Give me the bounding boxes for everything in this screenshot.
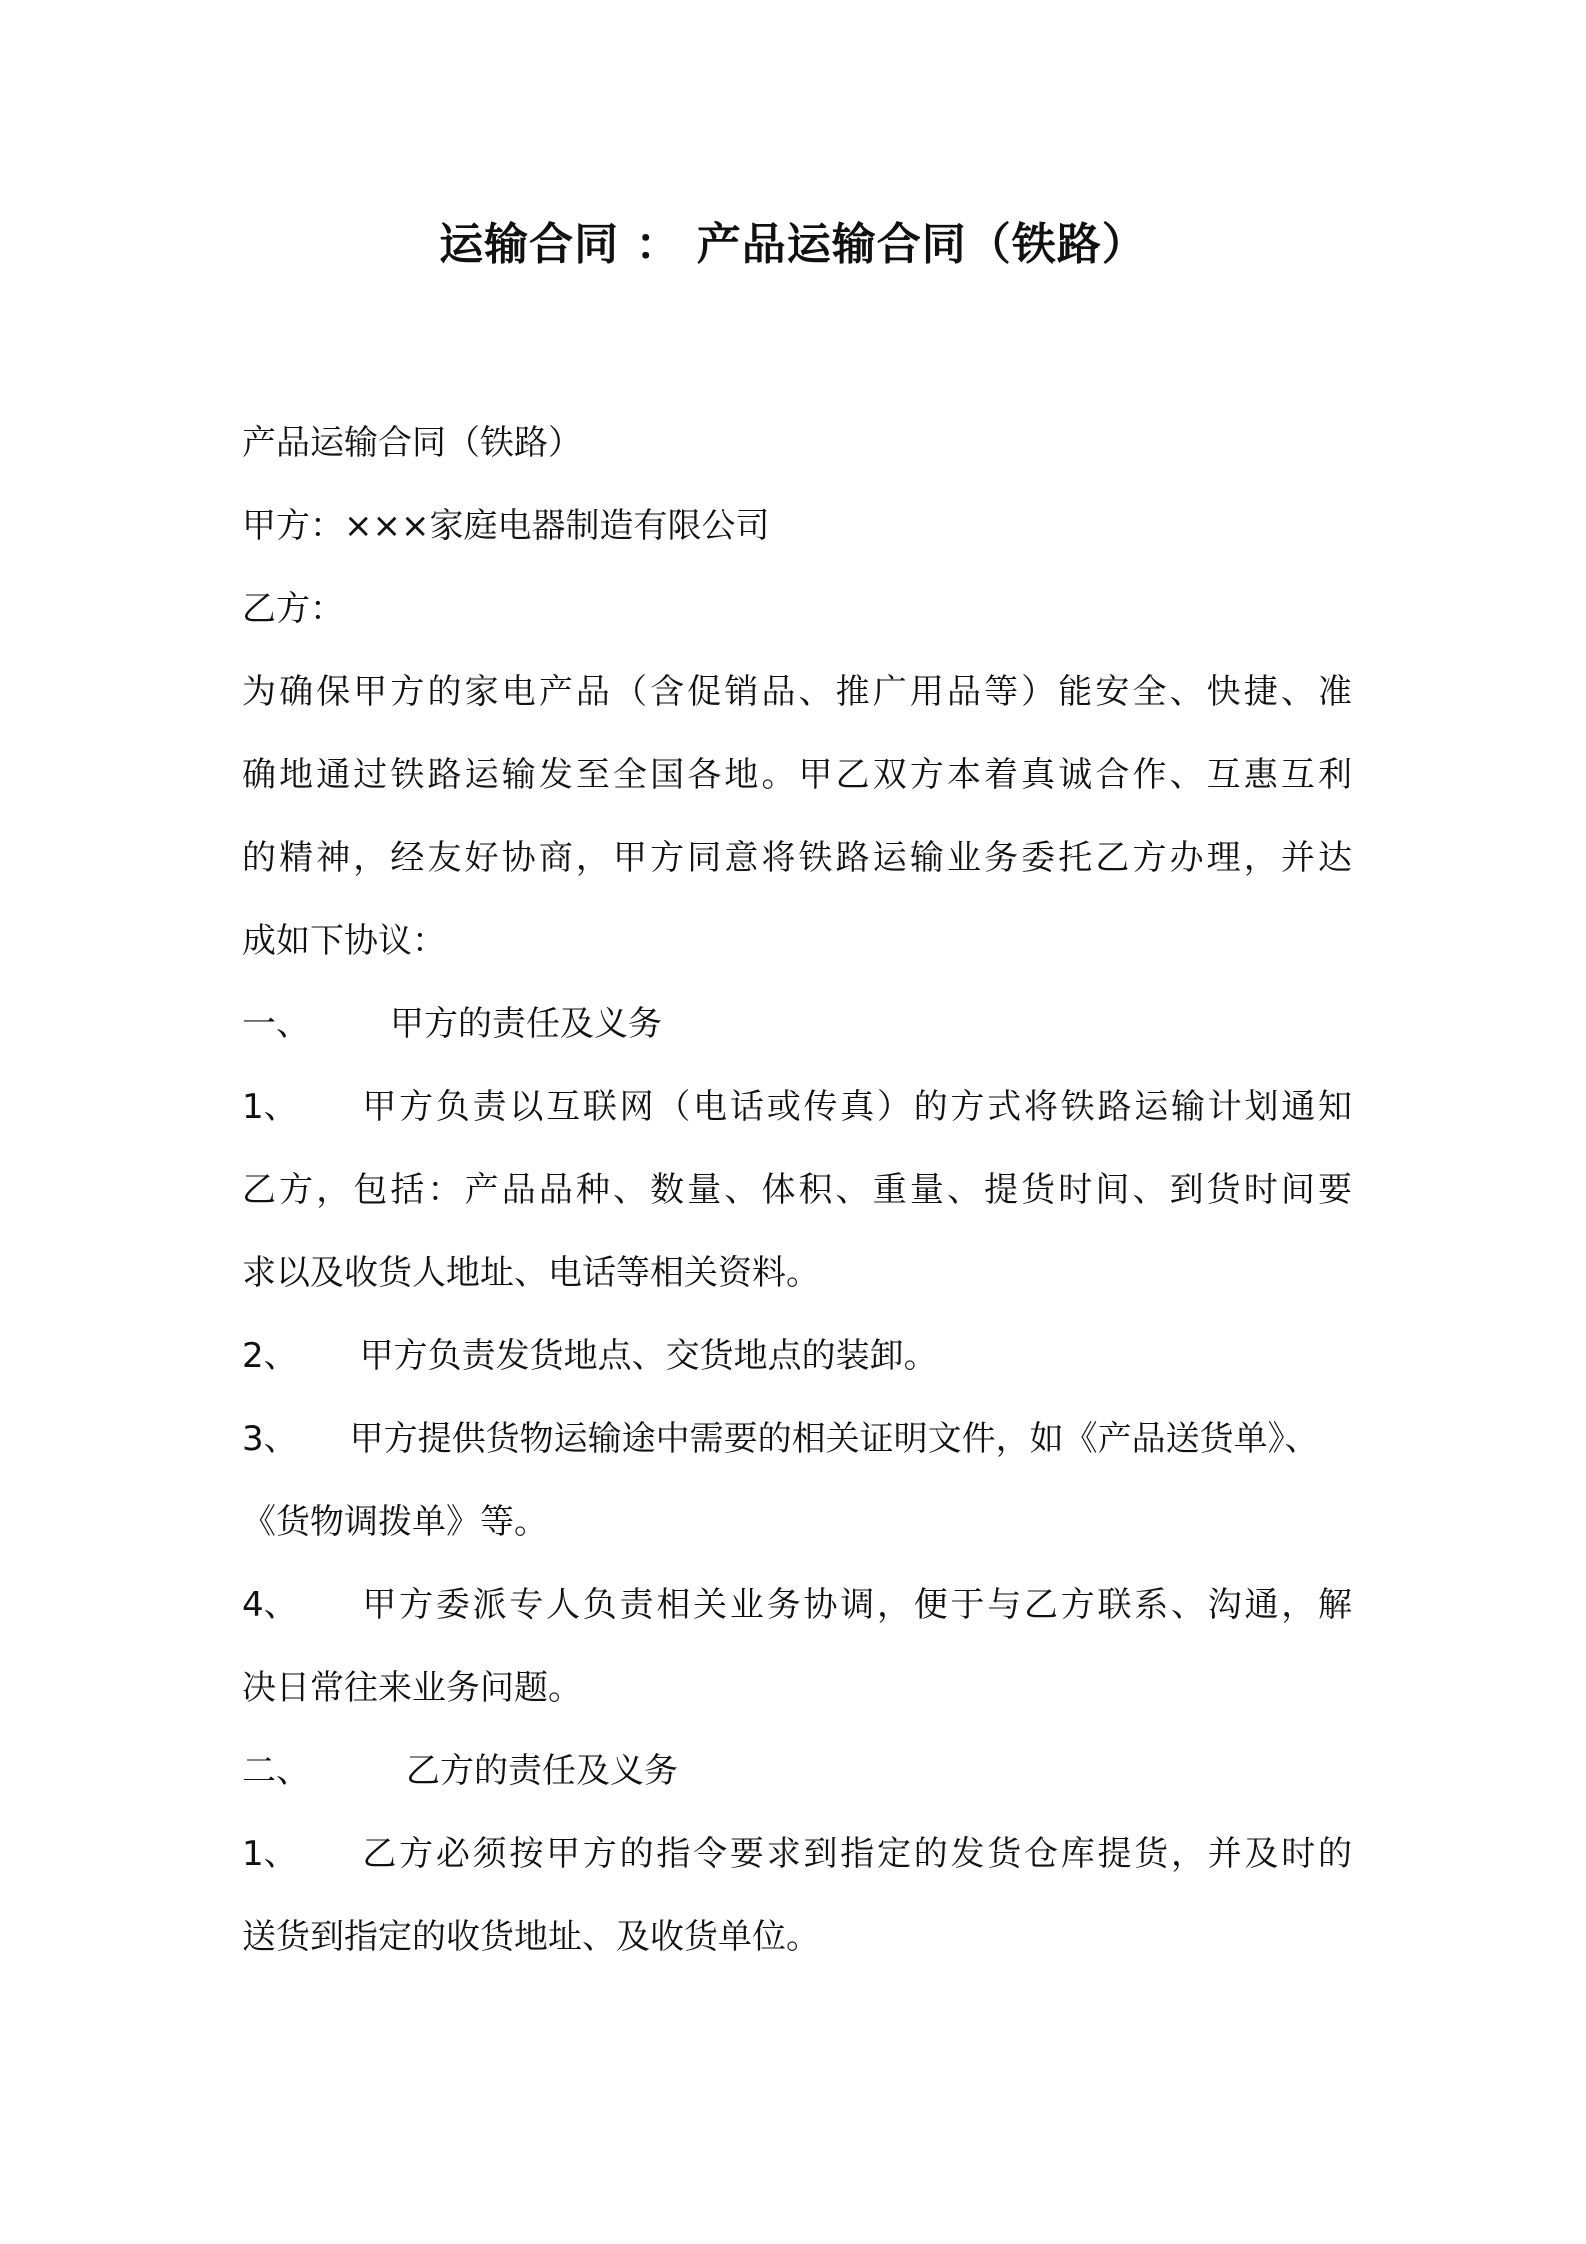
clause-text: 甲方负责以互联网（电话或传真）的方式将铁路运输计划通知 bbox=[359, 1087, 1352, 1127]
clause-line: 求以及收货人地址、电话等相关资料。 bbox=[242, 1253, 820, 1293]
document-title: 运输合同 ： 产品运输合同（铁路） bbox=[439, 219, 1147, 270]
clause-line: 送货到指定的收货地址、及收货单位。 bbox=[242, 1917, 820, 1957]
clause-line: 乙方，包括：产品品种、数量、体积、重量、提货时间、到货时间要 bbox=[242, 1170, 1352, 1210]
clause-line bbox=[242, 1315, 1352, 1398]
intro-line: 确地通过铁路运输发至全国各地。甲乙双方本着真诚合作、互惠互利 bbox=[242, 755, 1352, 795]
clause-number: 3、 bbox=[242, 1419, 298, 1459]
clause-text: 甲方提供货物运输途中需要的相关证明文件，如《产品送货单》、 bbox=[349, 1419, 1319, 1459]
party-b: 乙方： bbox=[242, 589, 344, 629]
clause-line: 《货物调拨单》等。 bbox=[242, 1502, 548, 1542]
clause-line: 决日常往来业务问题。 bbox=[242, 1668, 582, 1708]
clause-line bbox=[242, 1813, 1352, 1896]
clause-number: 1、 bbox=[242, 1087, 298, 1127]
intro-line: 的精神，经友好协商，甲方同意将铁路运输业务委托乙方办理，并达 bbox=[242, 838, 1352, 878]
document-body bbox=[242, 402, 1352, 1979]
clause-text: 甲方负责发货地点、交货地点的装卸。 bbox=[359, 1336, 938, 1376]
section-title: 乙方的责任及义务 bbox=[406, 1751, 678, 1791]
clause-number: 2、 bbox=[242, 1336, 298, 1376]
clause-text: 甲方委派专人负责相关业务协调，便于与乙方联系、沟通，解 bbox=[359, 1585, 1352, 1625]
clause-line bbox=[242, 1398, 1352, 1481]
section-title: 甲方的责任及义务 bbox=[390, 1004, 662, 1044]
party-a: 甲方：×××家庭电器制造有限公司 bbox=[242, 506, 770, 546]
clause-line bbox=[242, 1564, 1352, 1647]
section-number: 二、 bbox=[242, 1751, 310, 1791]
clause-number: 4、 bbox=[242, 1585, 298, 1625]
clause-text: 乙方必须按甲方的指令要求到指定的发货仓库提货，并及时的 bbox=[359, 1834, 1352, 1874]
section-heading bbox=[242, 1730, 1352, 1813]
contract-subtitle: 产品运输合同（铁路） bbox=[242, 423, 582, 463]
clause-number: 1、 bbox=[242, 1834, 298, 1874]
clause-line bbox=[242, 1066, 1352, 1149]
section-number: 一、 bbox=[242, 1004, 310, 1044]
section-heading bbox=[242, 983, 1352, 1066]
intro-line: 成如下协议： bbox=[242, 921, 446, 961]
intro-line: 为确保甲方的家电产品（含促销品、推广用品等）能安全、快捷、准 bbox=[242, 672, 1352, 712]
